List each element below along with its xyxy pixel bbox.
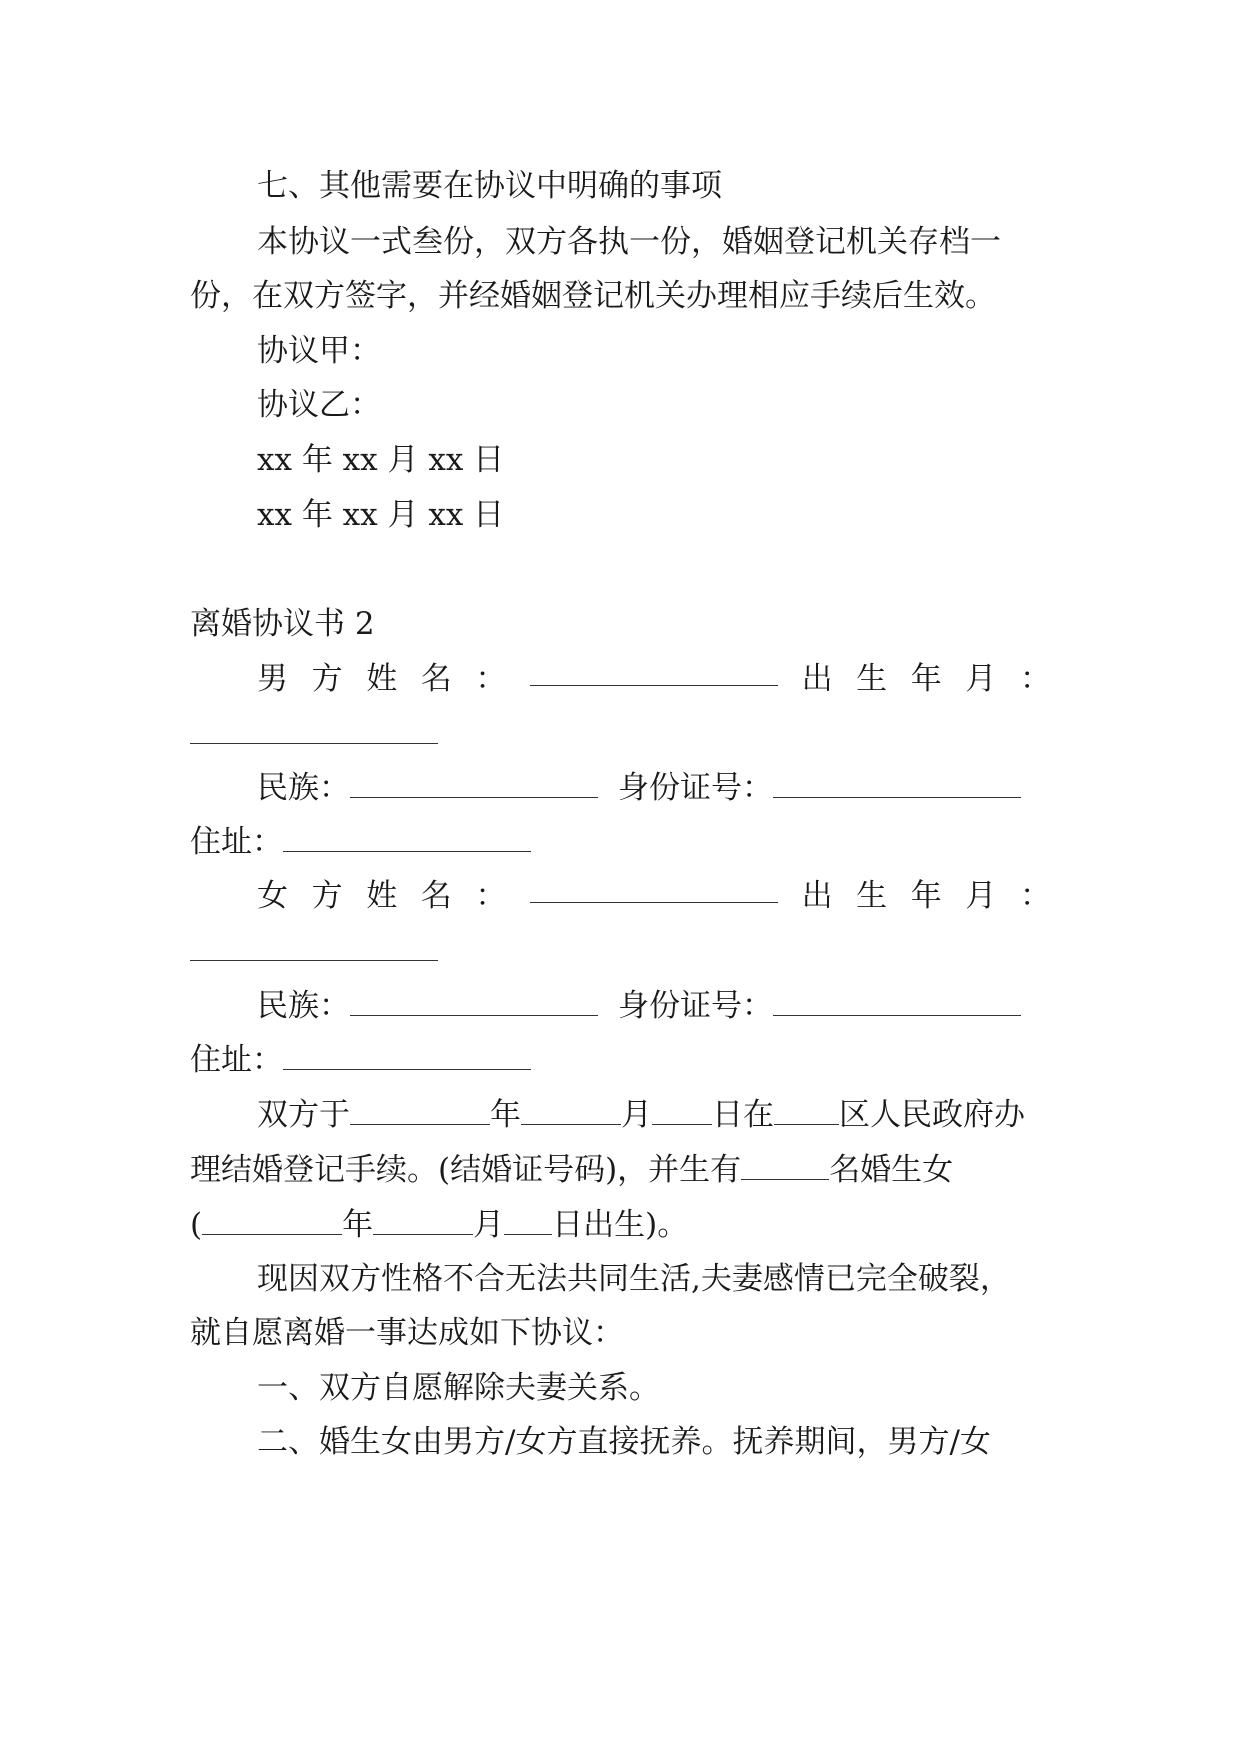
date-line-2: xx 年 xx 月 xx 日 (257, 497, 505, 533)
birth-year-blank[interactable] (202, 1208, 342, 1235)
dob-char: ： (1019, 878, 1051, 914)
dob-char: 生 (856, 878, 888, 914)
marriage-text: 双方于 (257, 1097, 350, 1133)
dob-char: 年 (910, 878, 942, 914)
dob-char: 出 (801, 661, 833, 697)
female-name-dob-line (257, 876, 1051, 916)
male-ethnicity-id-line (257, 768, 1051, 808)
male-char: 方 (311, 661, 343, 697)
birth-month-blank[interactable] (373, 1208, 473, 1235)
male-char: 男 (257, 661, 288, 697)
male-address-blank[interactable] (283, 825, 531, 852)
marriage-text: 月 (621, 1097, 652, 1133)
female-dob-line (190, 931, 1051, 971)
dob-char: 年 (910, 661, 942, 697)
reason-line-1: 现因双方性格不合无法共同生活,夫妻感情已完全破裂， (257, 1261, 1011, 1297)
clause-1: 一、双方自愿解除夫妻关系。 (257, 1370, 660, 1406)
female-ethnicity-label: 民族： (257, 988, 350, 1024)
marriage-line-1 (257, 1095, 1051, 1135)
marriage-day-blank[interactable] (652, 1098, 712, 1125)
marriage-text: 年 (342, 1207, 374, 1243)
female-char: 方 (311, 878, 343, 914)
date-line-1: xx 年 xx 月 xx 日 (257, 442, 505, 478)
male-name-blank[interactable] (530, 659, 778, 686)
marriage-line-3 (190, 1205, 1051, 1245)
party-b-label: 协议乙： (257, 387, 381, 423)
marriage-month-blank[interactable] (521, 1098, 621, 1125)
male-dob-blank[interactable] (190, 717, 438, 744)
marriage-text: 名婚生女 (829, 1152, 954, 1188)
male-ethnicity-label: 民族： (257, 770, 350, 806)
dob-char: 生 (856, 661, 888, 697)
female-char: ： (475, 878, 507, 914)
female-ethnicity-id-line (257, 986, 1051, 1026)
female-char: 女 (257, 878, 288, 914)
marriage-text: 日出生)。 (552, 1207, 689, 1243)
dob-char: 月 (965, 661, 997, 697)
female-char: 姓 (366, 878, 398, 914)
clause-2: 二、婚生女由男方/女方直接抚养。抚养期间，男方/女 (257, 1424, 991, 1460)
reason-line-2: 就自愿离婚一事达成如下协议： (190, 1315, 624, 1351)
marriage-year-blank[interactable] (350, 1098, 490, 1125)
female-ethnicity-blank[interactable] (350, 989, 598, 1016)
section-7-heading: 七、其他需要在协议中明确的事项 (257, 168, 722, 204)
male-dob-line (190, 714, 1051, 754)
dob-char: 出 (801, 878, 833, 914)
doc2-title: 离婚协议书 2 (190, 606, 375, 642)
marriage-text: 日在 (712, 1097, 774, 1133)
female-id-label: 身份证号： (618, 988, 773, 1024)
male-name-dob-line (257, 659, 1051, 699)
female-id-blank[interactable] (773, 989, 1021, 1016)
marriage-text: 年 (490, 1097, 521, 1133)
female-char: 名 (420, 878, 452, 914)
male-char: ： (475, 661, 507, 697)
marriage-line-2 (190, 1150, 1051, 1190)
copies-paragraph-line1: 本协议一式叁份，双方各执一份，婚姻登记机关存档一 (257, 224, 1001, 260)
female-address-line (190, 1040, 1051, 1080)
male-id-label: 身份证号： (618, 770, 773, 806)
birth-day-blank[interactable] (504, 1208, 552, 1235)
dob-char: ： (1019, 661, 1051, 697)
female-address-blank[interactable] (283, 1043, 531, 1070)
marriage-text: 区人民政府办 (839, 1097, 1025, 1133)
children-count-blank[interactable] (741, 1153, 829, 1180)
marriage-text: 月 (473, 1207, 505, 1243)
marriage-text: ( (190, 1207, 203, 1243)
male-ethnicity-blank[interactable] (350, 771, 598, 798)
male-char: 姓 (366, 661, 398, 697)
male-address-line (190, 822, 1051, 862)
female-name-blank[interactable] (530, 876, 778, 903)
copies-paragraph-line2: 份，在双方签字，并经婚姻登记机关办理相应手续后生效。 (190, 278, 996, 314)
male-char: 名 (420, 661, 452, 697)
dob-char: 月 (965, 878, 997, 914)
female-dob-blank[interactable] (190, 934, 438, 961)
female-address-label: 住址： (190, 1042, 283, 1078)
marriage-text: 理结婚登记手续。(结婚证号码)，并生有 (190, 1152, 742, 1188)
male-id-blank[interactable] (773, 771, 1021, 798)
marriage-district-blank[interactable] (774, 1098, 839, 1125)
party-a-label: 协议甲： (257, 333, 381, 369)
male-address-label: 住址： (190, 824, 283, 860)
